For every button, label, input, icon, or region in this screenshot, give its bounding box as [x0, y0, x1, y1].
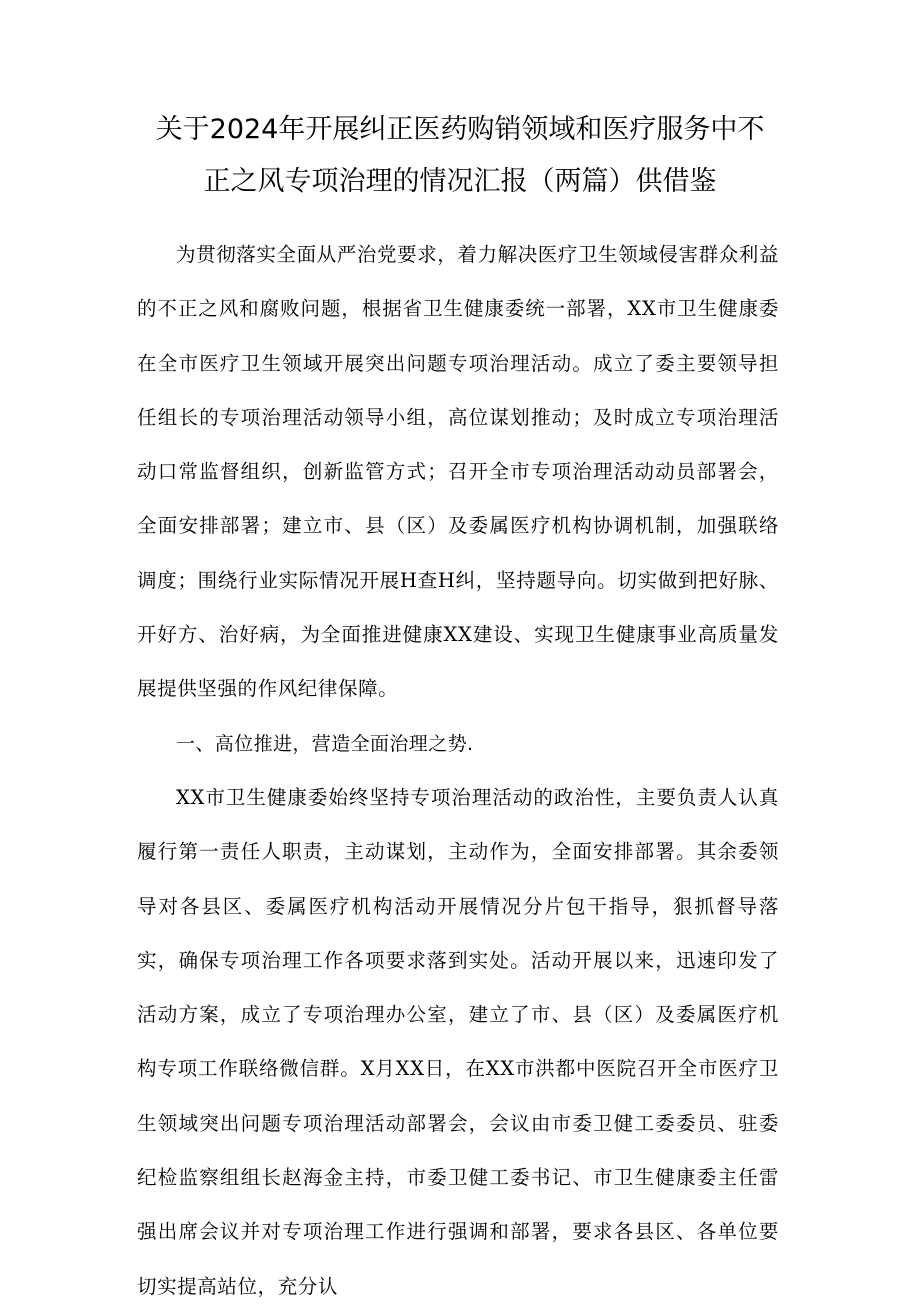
document-title — [90, 104, 830, 208]
paragraph-intro: 为贯彻落实全面从严治党要求，着力解决医疗卫生领域侵害群众利益的不正之风和腐败问题，根据省卫生健康委统一部署，XX市卫生健康委在全市医疗卫生领域开展突出问题专项治理活动。成立了委主要领导担任组长的专项治理活动领导小组，高位谋划推动；及时成立专项治理活动口常监督组织，创新监管方式；召开全市专项治理活动动员部署会，全面安排部署；建立市、县（区）及委属医疗机构协调机制，加强联络调度；围绕行业实际情况开展H查H纠，坚持题导向。切实做到把好脉、开好方、治好病，为全面推进健康XX建设、实现卫生健康事业高质量发展提供坚强的作风纪律保障。 — [137, 243, 780, 701]
document-body — [137, 228, 779, 1314]
title-line-2: 正之风专项治理的情况汇报（两篇）供借鉴 — [203, 166, 717, 197]
section-heading-1: 一、高位推进，营造全面治理之势. — [176, 732, 474, 755]
paragraph-section-1: XX市卫生健康委始终坚持专项治理活动的政治性，主要负责人认真履行第一责任人职责，主动谋划，主动作为，全面安排部署。其余委领导对各县区、委属医疗机构活动开展情况分片包干指导，狠抓督导落实，确保专项治理工作各项要求落到实处。活动开展以来，迅速印发了活动方案，成立了专项治理办公室，建立了市、县（区）及委属医疗机构专项工作联络微信群。X月XX日，在XX市洪都中医院召开全市医疗卫生领域突出问题专项治理活动部署会，会议由市委卫健工委委员、驻委纪检监察组组长赵海金主持，市委卫健工委书记、市卫生健康委主任雷强出席会议并对专项治理工作进行强调和部署，要求各县区、各单位要切实提高站位，充分认 — [137, 785, 779, 1298]
title-line-1: 关于2024年开展纠正医药购销领域和医疗服务中不 — [155, 114, 765, 145]
